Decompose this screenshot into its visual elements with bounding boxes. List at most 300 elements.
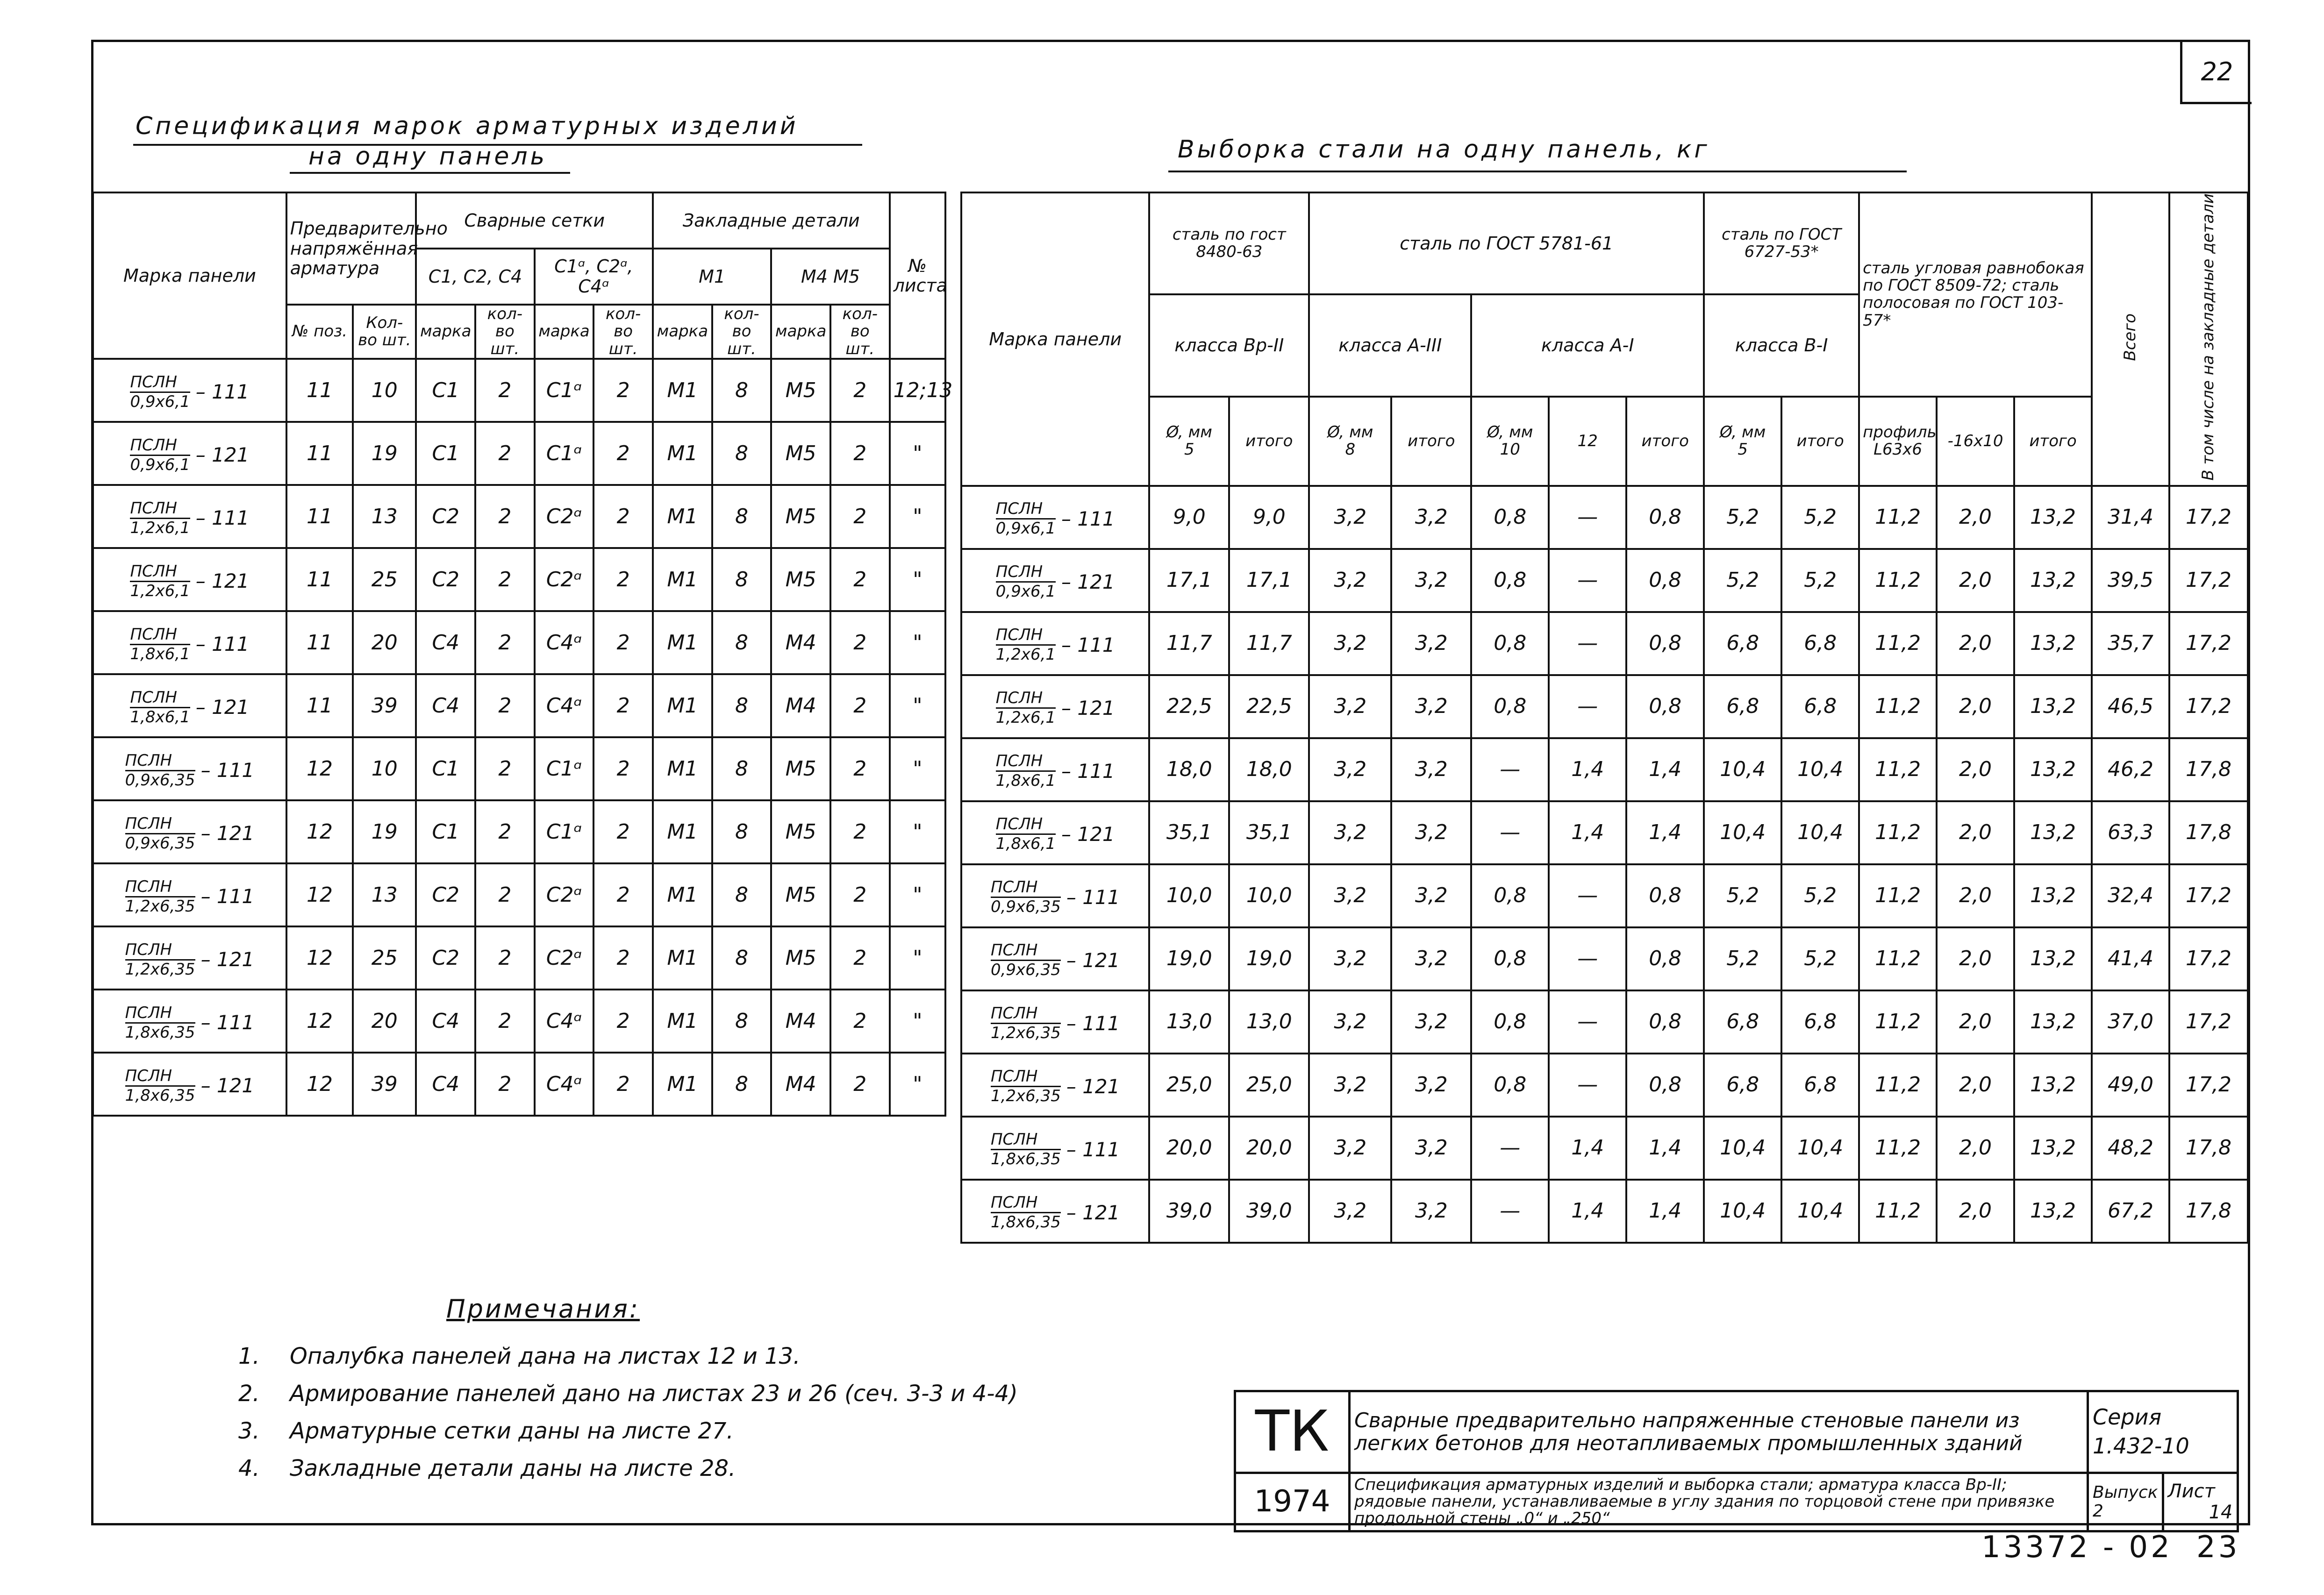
spec-setka-qty-cell: 2 bbox=[475, 548, 535, 611]
spec-setka-mark-cell: С1 bbox=[416, 737, 475, 800]
steel-table-row bbox=[961, 1054, 2248, 1117]
spec-setka-mark-cell: С4 bbox=[416, 674, 475, 737]
steel-embedded-cell: 17,2 bbox=[2169, 612, 2248, 675]
steel-head-g3: сталь по ГОСТ 6727-53* bbox=[1704, 192, 1859, 294]
panel-mark-suffix: – 121 bbox=[195, 696, 250, 719]
panel-mark bbox=[991, 941, 1120, 979]
panel-mark bbox=[991, 1068, 1120, 1105]
panel-mark bbox=[130, 689, 249, 726]
steel-head-g3c: класса В-I bbox=[1704, 294, 1859, 396]
steel-a1-d10-cell: — bbox=[1471, 1117, 1549, 1180]
spec-setka-qty-cell: 2 bbox=[475, 359, 535, 422]
steel-profile-itogo-cell: 13,2 bbox=[2014, 612, 2092, 675]
steel-a1-d12-cell: — bbox=[1549, 1054, 1626, 1117]
panel-mark-size: 1,8х6,1 bbox=[130, 707, 190, 726]
panel-mark-cell bbox=[93, 990, 286, 1053]
series-label: Серия bbox=[2093, 1404, 2162, 1430]
panel-mark-suffix: – 111 bbox=[200, 759, 255, 782]
steel-embedded-cell: 17,2 bbox=[2169, 864, 2248, 927]
spec-setka-alpha-mark-cell: С2ᵅ bbox=[535, 485, 594, 548]
spec-m45-qty-cell: 2 bbox=[830, 800, 890, 863]
steel-a3-d8-cell: 3,2 bbox=[1309, 675, 1391, 738]
steel-a1-itogo-cell: 0,8 bbox=[1626, 675, 1704, 738]
spec-head-setki-a: С1, С2, С4 bbox=[416, 249, 534, 305]
panel-mark-cell bbox=[93, 611, 286, 674]
steel-embedded-cell: 17,8 bbox=[2169, 738, 2248, 801]
spec-m1-qty-cell: 8 bbox=[712, 548, 772, 611]
spec-m45-mark-cell: М4 bbox=[771, 611, 830, 674]
steel-a3-d8-cell: 3,2 bbox=[1309, 864, 1391, 927]
spec-m1-mark-cell: М1 bbox=[653, 926, 712, 990]
spec-setka-qty-cell: 2 bbox=[475, 926, 535, 990]
panel-mark-fraction bbox=[130, 499, 190, 537]
panel-mark-suffix: – 111 bbox=[1066, 885, 1120, 909]
spec-table-row bbox=[93, 611, 945, 674]
spec-setka-alpha-mark-cell: С1ᵅ bbox=[535, 359, 594, 422]
spec-pre-num-cell: 11 bbox=[286, 485, 353, 548]
spec-pre-qty-cell: 10 bbox=[353, 737, 416, 800]
panel-mark-cell bbox=[961, 1054, 1149, 1117]
spec-head-mark: марка bbox=[535, 305, 594, 359]
spec-m1-mark-cell: М1 bbox=[653, 422, 712, 485]
panel-mark bbox=[130, 626, 249, 663]
spec-setka-mark-cell: С2 bbox=[416, 485, 475, 548]
steel-embedded-cell: 17,2 bbox=[2169, 927, 2248, 990]
spec-sheet-ref-cell: " bbox=[890, 548, 945, 611]
steel-b1-d5-cell: 10,4 bbox=[1704, 1180, 1781, 1243]
spec-pre-num-cell: 12 bbox=[286, 737, 353, 800]
spec-m45-qty-cell: 2 bbox=[830, 485, 890, 548]
steel-a1-d10-cell: 0,8 bbox=[1471, 612, 1549, 675]
spec-pre-qty-cell: 20 bbox=[353, 611, 416, 674]
panel-mark bbox=[996, 563, 1115, 601]
panel-mark-suffix: – 121 bbox=[1066, 948, 1120, 972]
panel-mark-cell bbox=[93, 485, 286, 548]
panel-mark bbox=[991, 1004, 1120, 1042]
steel-profile-itogo-cell: 13,2 bbox=[2014, 864, 2092, 927]
panel-mark-suffix: – 121 bbox=[195, 570, 250, 593]
panel-mark-type: ПСЛН bbox=[125, 752, 195, 771]
steel-b1-itogo-cell: 6,8 bbox=[1781, 990, 1859, 1054]
spec-pre-num-cell: 11 bbox=[286, 674, 353, 737]
spec-m1-mark-cell: М1 bbox=[653, 800, 712, 863]
spec-setka-qty-cell: 2 bbox=[475, 800, 535, 863]
steel-profile-itogo-cell: 13,2 bbox=[2014, 927, 2092, 990]
panel-mark-size: 1,8х6,35 bbox=[125, 1086, 195, 1105]
panel-mark-size: 1,8х6,1 bbox=[130, 644, 190, 663]
steel-b1-d5-cell: 10,4 bbox=[1704, 738, 1781, 801]
steel-strip-16x10-cell: 2,0 bbox=[1937, 612, 2014, 675]
spec-m1-qty-cell: 8 bbox=[712, 926, 772, 990]
steel-a1-d10-cell: 0,8 bbox=[1471, 864, 1549, 927]
steel-b1-itogo-cell: 6,8 bbox=[1781, 1054, 1859, 1117]
panel-mark-cell bbox=[961, 738, 1149, 801]
steel-angle-l63-cell: 11,2 bbox=[1859, 612, 1937, 675]
notes-title: Примечания: bbox=[446, 1294, 640, 1324]
steel-a1-d12-cell: 1,4 bbox=[1549, 1117, 1626, 1180]
steel-b1-d5-cell: 6,8 bbox=[1704, 1054, 1781, 1117]
steel-embedded-cell: 17,8 bbox=[2169, 801, 2248, 864]
panel-mark-fraction bbox=[130, 689, 190, 726]
spec-setka-alpha-mark-cell: С4ᵅ bbox=[535, 611, 594, 674]
panel-mark-size: 1,2х6,35 bbox=[990, 1087, 1061, 1106]
spec-sheet-ref-cell: " bbox=[890, 990, 945, 1053]
steel-a1-d10-cell: 0,8 bbox=[1471, 1054, 1549, 1117]
panel-mark bbox=[130, 563, 249, 600]
steel-head-itogo: итого bbox=[1391, 397, 1471, 486]
steel-vr2-d5-cell: 18,0 bbox=[1149, 738, 1229, 801]
steel-head-g2b: класса А-I bbox=[1471, 294, 1704, 396]
spec-m45-qty-cell: 2 bbox=[830, 737, 890, 800]
spec-setka-mark-cell: С4 bbox=[416, 990, 475, 1053]
steel-a1-d10-cell: 0,8 bbox=[1471, 486, 1549, 549]
panel-mark-size: 1,8х6,1 bbox=[995, 771, 1056, 790]
spec-setka-alpha-qty-cell: 2 bbox=[594, 548, 653, 611]
steel-total-cell: 32,4 bbox=[2092, 864, 2169, 927]
panel-mark-fraction bbox=[125, 941, 195, 979]
panel-mark-size: 1,2х6,35 bbox=[125, 897, 195, 916]
org-logo: ТК bbox=[1235, 1391, 1350, 1473]
steel-total-cell: 46,5 bbox=[2092, 675, 2169, 738]
steel-a1-d12-cell: — bbox=[1549, 864, 1626, 927]
spec-pre-num-cell: 11 bbox=[286, 422, 353, 485]
spec-subtitle: на одну панель bbox=[308, 142, 548, 171]
steel-total-cell: 63,3 bbox=[2092, 801, 2169, 864]
panel-mark-suffix: – 111 bbox=[195, 506, 250, 530]
spec-head-list: № листа bbox=[890, 192, 945, 359]
spec-m45-mark-cell: М5 bbox=[771, 422, 830, 485]
steel-a1-itogo-cell: 1,4 bbox=[1626, 801, 1704, 864]
panel-mark-type: ПСЛН bbox=[996, 500, 1056, 520]
panel-mark-size: 0,9х6,35 bbox=[125, 770, 195, 790]
panel-mark-cell bbox=[961, 990, 1149, 1054]
steel-angle-l63-cell: 11,2 bbox=[1859, 864, 1937, 927]
spec-table-row bbox=[93, 1053, 945, 1116]
spec-m1-qty-cell: 8 bbox=[712, 737, 772, 800]
steel-title-underline bbox=[1168, 171, 1907, 172]
steel-angle-l63-cell: 11,2 bbox=[1859, 1117, 1937, 1180]
steel-vr2-itogo-cell: 13,0 bbox=[1229, 990, 1309, 1054]
note-1: 1. Опалубка панелей дана на листах 12 и 13. bbox=[238, 1343, 801, 1369]
spec-setka-mark-cell: С4 bbox=[416, 611, 475, 674]
steel-a1-itogo-cell: 0,8 bbox=[1626, 486, 1704, 549]
spec-pre-num-cell: 11 bbox=[286, 548, 353, 611]
steel-profile-itogo-cell: 13,2 bbox=[2014, 1054, 2092, 1117]
issue-value: 2 bbox=[2093, 1502, 2103, 1521]
steel-a1-itogo-cell: 0,8 bbox=[1626, 864, 1704, 927]
panel-mark bbox=[991, 878, 1120, 916]
steel-embedded-cell: 17,8 bbox=[2169, 1117, 2248, 1180]
steel-total-cell: 31,4 bbox=[2092, 486, 2169, 549]
panel-mark-type: ПСЛН bbox=[996, 626, 1056, 646]
panel-mark bbox=[130, 499, 249, 537]
series-cell bbox=[2088, 1391, 2238, 1473]
spec-head-qty: кол-во шт. bbox=[475, 305, 535, 359]
steel-table-row bbox=[961, 990, 2248, 1054]
steel-total-cell: 46,2 bbox=[2092, 738, 2169, 801]
panel-mark-type: ПСЛН bbox=[991, 1194, 1061, 1213]
panel-mark bbox=[991, 1194, 1120, 1232]
steel-head-phi-10: Ø, мм 10 bbox=[1471, 397, 1549, 486]
spec-setka-alpha-qty-cell: 2 bbox=[594, 611, 653, 674]
spec-sheet-ref-cell: " bbox=[890, 422, 945, 485]
spec-head-qty: кол-во шт. bbox=[830, 305, 890, 359]
spec-m1-mark-cell: М1 bbox=[653, 990, 712, 1053]
panel-mark-type: ПСЛН bbox=[996, 689, 1056, 709]
steel-a3-d8-cell: 3,2 bbox=[1309, 1054, 1391, 1117]
steel-strip-16x10-cell: 2,0 bbox=[1937, 990, 2014, 1054]
spec-m45-mark-cell: М5 bbox=[771, 800, 830, 863]
panel-mark-cell bbox=[961, 486, 1149, 549]
steel-head-g1c: класса Вр-II bbox=[1149, 294, 1309, 396]
panel-mark-type: ПСЛН bbox=[996, 815, 1056, 835]
spec-setka-mark-cell: С1 bbox=[416, 359, 475, 422]
panel-mark-cell bbox=[93, 359, 286, 422]
spec-table-row bbox=[93, 800, 945, 863]
spec-sheet-ref-cell: " bbox=[890, 485, 945, 548]
panel-mark-fraction bbox=[996, 563, 1056, 601]
spec-m1-mark-cell: М1 bbox=[653, 863, 712, 926]
spec-pre-qty-cell: 25 bbox=[353, 548, 416, 611]
steel-a1-d12-cell: — bbox=[1549, 612, 1626, 675]
spec-pre-qty-cell: 13 bbox=[353, 863, 416, 926]
spec-m1-mark-cell: М1 bbox=[653, 674, 712, 737]
steel-a1-d12-cell: 1,4 bbox=[1549, 1180, 1626, 1243]
steel-table-row bbox=[961, 675, 2248, 738]
panel-mark-size: 0,9х6,1 bbox=[995, 519, 1056, 538]
steel-vr2-d5-cell: 19,0 bbox=[1149, 927, 1229, 990]
steel-a1-d10-cell: 0,8 bbox=[1471, 549, 1549, 612]
panel-mark bbox=[125, 815, 254, 853]
note-2: 2. Армирование панелей дано на листах 23 и 26 (сеч. 3-3 и 4-4) bbox=[238, 1381, 1018, 1407]
steel-angle-l63-cell: 11,2 bbox=[1859, 738, 1937, 801]
steel-head-itogo: итого bbox=[2014, 397, 2092, 486]
panel-mark-suffix: – 111 bbox=[1066, 1138, 1120, 1161]
steel-embedded-cell: 17,2 bbox=[2169, 990, 2248, 1054]
panel-mark-fraction bbox=[996, 815, 1056, 853]
steel-a3-itogo-cell: 3,2 bbox=[1391, 1054, 1471, 1117]
panel-mark-fraction bbox=[130, 626, 190, 663]
spec-m45-qty-cell: 2 bbox=[830, 674, 890, 737]
steel-b1-itogo-cell: 5,2 bbox=[1781, 486, 1859, 549]
panel-mark-size: 0,9х6,1 bbox=[995, 582, 1056, 601]
spec-setka-alpha-mark-cell: С1ᵅ bbox=[535, 737, 594, 800]
steel-vr2-d5-cell: 39,0 bbox=[1149, 1180, 1229, 1243]
steel-a3-itogo-cell: 3,2 bbox=[1391, 864, 1471, 927]
spec-m1-qty-cell: 8 bbox=[712, 485, 772, 548]
steel-table-row bbox=[961, 1180, 2248, 1243]
steel-head-vtom: В том числе на закладные детали bbox=[2169, 192, 2248, 486]
steel-b1-itogo-cell: 6,8 bbox=[1781, 675, 1859, 738]
spec-table-row bbox=[93, 926, 945, 990]
spec-m45-qty-cell: 2 bbox=[830, 1053, 890, 1116]
panel-mark-fraction bbox=[991, 1194, 1061, 1232]
spec-m45-mark-cell: М5 bbox=[771, 863, 830, 926]
spec-table-row bbox=[93, 359, 945, 422]
panel-mark-suffix: – 121 bbox=[195, 443, 250, 467]
panel-mark-type: ПСЛН bbox=[130, 436, 190, 456]
spec-m45-qty-cell: 2 bbox=[830, 990, 890, 1053]
panel-mark-cell bbox=[961, 927, 1149, 990]
steel-a3-itogo-cell: 3,2 bbox=[1391, 612, 1471, 675]
panel-mark-type: ПСЛН bbox=[130, 689, 190, 708]
spec-head-marka: Марка панели bbox=[93, 192, 286, 359]
panel-mark-suffix: – 111 bbox=[195, 633, 250, 656]
panel-mark-fraction bbox=[996, 626, 1056, 664]
steel-b1-d5-cell: 5,2 bbox=[1704, 549, 1781, 612]
panel-mark-cell bbox=[961, 549, 1149, 612]
spec-setka-alpha-mark-cell: С2ᵅ bbox=[535, 926, 594, 990]
spec-table-body bbox=[93, 359, 953, 1116]
panel-mark-type: ПСЛН bbox=[991, 1004, 1061, 1024]
spec-m45-qty-cell: 2 bbox=[830, 611, 890, 674]
spec-m45-qty-cell: 2 bbox=[830, 359, 890, 422]
panel-mark-type: ПСЛН bbox=[130, 563, 190, 582]
panel-mark-suffix: – 121 bbox=[1066, 1075, 1120, 1098]
title-desc-1: Сварные предварительно напряженные стеновые панели из легких бетонов для неотапливаемых промышленных зданий bbox=[1350, 1391, 2088, 1473]
panel-mark-suffix: – 111 bbox=[200, 885, 255, 908]
steel-a1-itogo-cell: 0,8 bbox=[1626, 549, 1704, 612]
panel-mark-suffix: – 121 bbox=[200, 1074, 255, 1097]
spec-table-empty-row bbox=[93, 1116, 945, 1275]
panel-mark-cell bbox=[961, 675, 1149, 738]
steel-strip-16x10-cell: 2,0 bbox=[1937, 486, 2014, 549]
steel-strip-16x10-cell: 2,0 bbox=[1937, 675, 2014, 738]
title-block bbox=[1234, 1390, 2239, 1532]
steel-total-cell: 35,7 bbox=[2092, 612, 2169, 675]
steel-a1-itogo-cell: 0,8 bbox=[1626, 1054, 1704, 1117]
panel-mark-fraction bbox=[125, 878, 195, 916]
spec-head-qty: кол-во шт. bbox=[594, 305, 653, 359]
steel-b1-d5-cell: 6,8 bbox=[1704, 612, 1781, 675]
spec-pre-qty-cell: 25 bbox=[353, 926, 416, 990]
year: 1974 bbox=[1235, 1473, 1350, 1531]
steel-b1-d5-cell: 10,4 bbox=[1704, 1117, 1781, 1180]
panel-mark-size: 1,8х6,35 bbox=[125, 1023, 195, 1042]
steel-vr2-itogo-cell: 10,0 bbox=[1229, 864, 1309, 927]
steel-head-g1: сталь по гост 8480-63 bbox=[1149, 192, 1309, 294]
spec-setka-mark-cell: С2 bbox=[416, 926, 475, 990]
steel-title: Выборка стали на одну панель, кг bbox=[1178, 135, 1710, 164]
spec-m1-mark-cell: М1 bbox=[653, 737, 712, 800]
spec-pre-qty-cell: 19 bbox=[353, 800, 416, 863]
spec-head-pre: Предварительно напряжённая арматура bbox=[286, 192, 416, 305]
panel-mark-cell bbox=[93, 800, 286, 863]
spec-setka-qty-cell: 2 bbox=[475, 611, 535, 674]
panel-mark-fraction bbox=[991, 1068, 1061, 1105]
steel-a1-d10-cell: 0,8 bbox=[1471, 675, 1549, 738]
panel-mark-cell bbox=[961, 1180, 1149, 1243]
spec-pre-num-cell: 12 bbox=[286, 863, 353, 926]
spec-m45-mark-cell: М5 bbox=[771, 737, 830, 800]
spec-setka-alpha-qty-cell: 2 bbox=[594, 863, 653, 926]
panel-mark-fraction bbox=[130, 563, 190, 600]
steel-a1-d12-cell: — bbox=[1549, 675, 1626, 738]
steel-a1-d12-cell: — bbox=[1549, 486, 1626, 549]
spec-setka-mark-cell: С1 bbox=[416, 800, 475, 863]
steel-a3-itogo-cell: 3,2 bbox=[1391, 1180, 1471, 1243]
spec-m1-qty-cell: 8 bbox=[712, 674, 772, 737]
spec-pre-num-cell: 12 bbox=[286, 990, 353, 1053]
steel-angle-l63-cell: 11,2 bbox=[1859, 1054, 1937, 1117]
spec-pre-qty-cell: 10 bbox=[353, 359, 416, 422]
steel-vr2-d5-cell: 10,0 bbox=[1149, 864, 1229, 927]
spec-setka-alpha-qty-cell: 2 bbox=[594, 1053, 653, 1116]
steel-table-row bbox=[961, 864, 2248, 927]
spec-setka-alpha-qty-cell: 2 bbox=[594, 359, 653, 422]
panel-mark-type: ПСЛН bbox=[991, 941, 1061, 961]
spec-pre-qty-cell: 20 bbox=[353, 990, 416, 1053]
panel-mark bbox=[125, 878, 254, 916]
steel-vr2-d5-cell: 35,1 bbox=[1149, 801, 1229, 864]
steel-table-row bbox=[961, 738, 2248, 801]
panel-mark-fraction bbox=[130, 373, 190, 411]
panel-mark-suffix: – 111 bbox=[1066, 1011, 1120, 1035]
panel-mark-fraction bbox=[991, 878, 1061, 916]
spec-sheet-ref-cell: " bbox=[890, 926, 945, 990]
steel-total-cell: 48,2 bbox=[2092, 1117, 2169, 1180]
steel-a3-itogo-cell: 3,2 bbox=[1391, 549, 1471, 612]
spec-m1-qty-cell: 8 bbox=[712, 990, 772, 1053]
steel-total-cell: 67,2 bbox=[2092, 1180, 2169, 1243]
spec-m1-qty-cell: 8 bbox=[712, 611, 772, 674]
spec-m1-qty-cell: 8 bbox=[712, 800, 772, 863]
steel-a3-d8-cell: 3,2 bbox=[1309, 612, 1391, 675]
steel-head-phi-5b: Ø, мм 5 bbox=[1704, 397, 1781, 486]
spec-setka-alpha-mark-cell: С1ᵅ bbox=[535, 422, 594, 485]
steel-angle-l63-cell: 11,2 bbox=[1859, 990, 1937, 1054]
steel-b1-d5-cell: 5,2 bbox=[1704, 486, 1781, 549]
spec-setka-qty-cell: 2 bbox=[475, 485, 535, 548]
panel-mark-fraction bbox=[125, 815, 195, 853]
steel-a1-d10-cell: 0,8 bbox=[1471, 927, 1549, 990]
steel-vr2-d5-cell: 25,0 bbox=[1149, 1054, 1229, 1117]
panel-mark-type: ПСЛН bbox=[991, 878, 1061, 898]
steel-vr2-itogo-cell: 20,0 bbox=[1229, 1117, 1309, 1180]
spec-m1-mark-cell: М1 bbox=[653, 359, 712, 422]
spec-head-qty: кол-во шт. bbox=[712, 305, 772, 359]
steel-total-cell: 39,5 bbox=[2092, 549, 2169, 612]
panel-mark-type: ПСЛН bbox=[130, 626, 190, 645]
panel-mark bbox=[130, 373, 249, 411]
steel-embedded-cell: 17,8 bbox=[2169, 1180, 2248, 1243]
spec-setka-mark-cell: С2 bbox=[416, 863, 475, 926]
steel-angle-l63-cell: 11,2 bbox=[1859, 801, 1937, 864]
panel-mark bbox=[125, 1067, 254, 1105]
spec-pre-qty-cell: 39 bbox=[353, 1053, 416, 1116]
spec-m1-qty-cell: 8 bbox=[712, 863, 772, 926]
panel-mark-size: 1,2х6,1 bbox=[995, 708, 1056, 727]
spec-sheet-ref-cell: " bbox=[890, 1053, 945, 1116]
steel-a3-itogo-cell: 3,2 bbox=[1391, 486, 1471, 549]
steel-a3-d8-cell: 3,2 bbox=[1309, 927, 1391, 990]
spec-setka-qty-cell: 2 bbox=[475, 1053, 535, 1116]
steel-a3-itogo-cell: 3,2 bbox=[1391, 990, 1471, 1054]
spec-sheet-ref-cell: " bbox=[890, 674, 945, 737]
steel-angle-l63-cell: 11,2 bbox=[1859, 927, 1937, 990]
steel-head-marka: Марка панели bbox=[961, 192, 1149, 486]
spec-pre-qty-cell: 13 bbox=[353, 485, 416, 548]
panel-mark-cell bbox=[961, 801, 1149, 864]
spec-m45-qty-cell: 2 bbox=[830, 422, 890, 485]
steel-b1-d5-cell: 6,8 bbox=[1704, 675, 1781, 738]
panel-mark bbox=[996, 689, 1115, 727]
spec-head-zakl-b: М4 М5 bbox=[771, 249, 889, 305]
series-value: 1.432-10 bbox=[2093, 1433, 2189, 1459]
steel-head-d12: 12 bbox=[1549, 397, 1626, 486]
panel-mark bbox=[996, 815, 1115, 853]
panel-mark-suffix: – 121 bbox=[1061, 822, 1115, 846]
